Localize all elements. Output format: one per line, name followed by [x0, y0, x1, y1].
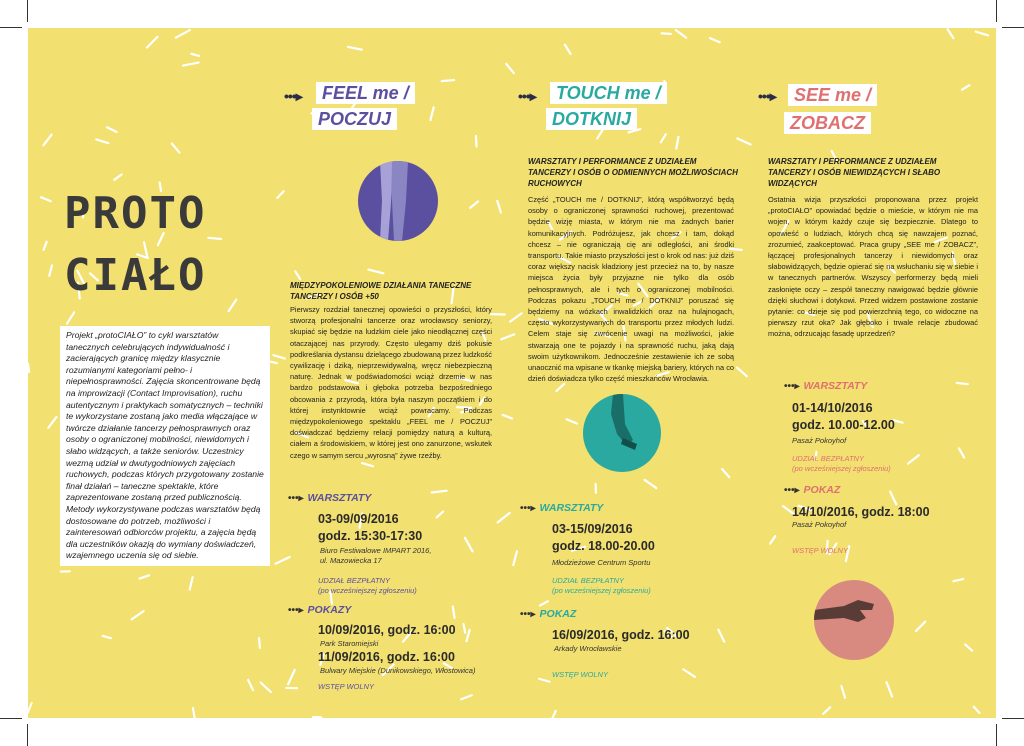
feel-heading-2: POCZUJ	[312, 108, 397, 130]
touch-body: Część „TOUCH me / DOTKNIJ”, którą współtworzyć będą osoby o ograniczonej sprawności ruchowej, prezentować będzie wizję miasta, w którym nie ma żadnych barier komunikacyjnych. Podróżujesz, jak chcesz i tam, dokąd chcesz – nie ograniczają cię ani odległości, ani środki transportu. Takie miasto przyszłości jest o krok od nas: już dziś coraz większy nacisk kładziony jest przecież na to, by nasze miejsca życia były przyjazne nie tylko dla osób pełnosprawnych, ale i tych o ograniczonej mobilności. Podczas pokazu „TOUCH me / DOTKNIJ” poruszać się będziemy na wózkach inwalidzkich oraz na hulajnogach, często wykorzystywanych do transportu przez młodych ludzi. Celem staje się zwrócenie uwagi na możliwości, jakie stwarzają one te pojazdy i na sprawność ruchu, jaką dają swoim użytkownikom. Jednocześnie zestawienie ich ze sobą unaocznić ma wpisane w tkankę miejską bariery, których na co dzień doświadcza tylko część mieszkańców Wrocławia.	[528, 195, 734, 384]
touch-subtitle: WARSZTATY I PERFORMANCE Z UDZIAŁEM TANCERZY I OSÓB O ODMIENNYCH MOŻLIWOŚCIACH RUCHOWYCH	[528, 157, 738, 188]
confetti-dash	[565, 45, 571, 54]
touch-workshops-label: •••▸ WARSZTATY	[520, 502, 604, 514]
see-arrow-icon: •••▸	[758, 88, 776, 104]
see-show-date: 14/10/2016, godz. 18:00	[792, 505, 930, 519]
feel-workshops-date: 03-09/09/2016	[318, 512, 399, 526]
arrow-icon: •••▸	[288, 493, 304, 504]
crop-mark	[996, 724, 997, 746]
confetti-dash	[503, 415, 512, 419]
touch-show-label: •••▸ POKAZ	[520, 608, 577, 620]
confetti-dash	[676, 137, 678, 149]
title-proto: PROTO	[64, 188, 207, 239]
crop-mark	[1002, 718, 1024, 719]
confetti-dash	[193, 708, 195, 718]
arrow-icon: •••▸	[784, 381, 800, 392]
confetti-dash	[261, 683, 271, 692]
feel-free-entry: UDZIAŁ BEZPŁATNY	[318, 576, 390, 585]
feel-shows-label: •••▸ POKAZY	[288, 604, 352, 616]
confetti-dash	[513, 551, 517, 565]
arrow-icon: •••▸	[520, 503, 536, 514]
confetti-dash	[916, 622, 925, 631]
confetti-dash	[430, 107, 433, 120]
arrow-icon: •••▸	[784, 485, 800, 496]
confetti-dash	[259, 638, 260, 648]
confetti-dash	[229, 300, 237, 312]
confetti-dash	[295, 271, 300, 279]
crop-mark	[996, 0, 997, 22]
confetti-dash	[976, 32, 989, 36]
confetti-dash	[841, 686, 845, 697]
touch-heading-1: TOUCH me /	[550, 82, 667, 104]
arrow-icon: •••▸	[288, 605, 304, 616]
see-workshops-date: 01-14/10/2016	[792, 401, 873, 415]
confetti-dash	[470, 201, 478, 207]
crop-mark	[27, 724, 28, 746]
feel-workshops-place-2: ul. Mazowiecka 17	[320, 556, 382, 565]
confetti-dash	[661, 134, 666, 142]
confetti-dash	[770, 536, 775, 543]
feel-free-note: (po wcześniejszej zgłoszeniu)	[318, 586, 417, 595]
see-show-place: Pasaż Pokoyhof	[792, 520, 847, 529]
confetti-dash	[465, 538, 473, 551]
confetti-dash	[962, 85, 969, 89]
confetti-dash	[498, 513, 510, 522]
feel-heading-1: FEEL me /	[316, 82, 415, 104]
touch-entry: WSTĘP WOLNY	[552, 670, 608, 679]
see-entry: WSTĘP WOLNY	[792, 546, 848, 555]
confetti-dash	[275, 557, 289, 564]
confetti-dash	[506, 64, 514, 73]
crop-mark	[0, 718, 22, 719]
confetti-dash	[432, 491, 447, 493]
confetti-dash	[823, 707, 830, 714]
confetti-dash	[540, 601, 548, 605]
confetti-dash	[550, 711, 556, 718]
confetti-dash	[103, 636, 111, 638]
confetti-dash	[183, 63, 198, 66]
confetti-dash	[172, 144, 180, 153]
touch-workshops-date: 03-15/09/2016	[552, 522, 633, 536]
confetti-dash	[114, 174, 121, 179]
confetti-dash	[348, 47, 362, 50]
confetti-dash	[890, 492, 896, 505]
confetti-dash	[362, 463, 373, 466]
confetti-dash	[44, 242, 47, 250]
crop-mark	[1002, 27, 1024, 28]
confetti-dash	[645, 480, 657, 488]
see-free-note: (po wcześniejszej zgłoszeniu)	[792, 464, 891, 473]
confetti-dash	[191, 54, 199, 56]
confetti-dash	[965, 644, 972, 650]
confetti-dash	[49, 265, 52, 275]
crop-mark	[0, 27, 22, 28]
touch-show-date: 16/09/2016, godz. 16:00	[552, 628, 690, 642]
feel-arrow-icon: •••▸	[284, 88, 302, 104]
feel-show1-date: 10/09/2016, godz. 16:00	[318, 623, 456, 637]
confetti-dash	[661, 33, 670, 34]
feel-workshops-time: godz. 15:30-17:30	[318, 529, 423, 543]
see-body: Ostatnia wizja przyszłości proponowana przez projekt „protoCIAŁO” opowiadać będzie o mieście, w którym nie ma wojen, w którym każdy czuje się bezpiecznie. Dlatego to opowieść o ludziach, których chcą się nawzajem poznać, zrozumieć, zaakceptować. Praca grupy „SEE me / ZOBACZ”, łączącej profesjonalnych tancerzy i niewidomych oraz słabowidzących, będzie opierać się na wsłuchaniu się w siebie i w tanecznych partnerów. Wszyscy performerzy będą mieli zasłonięte oczy – zespół taneczny nawigować będzie głównie dzięki słuchowi i dotykowi. Przed widzem postawione zostanie pytanie: co dzieje się pod powierzchnią tego, co widoczne na pierwszy rzut oka? Jak głęboko i trwale relacje zbudować można, odrzucając fasadę uprzedzeń?	[768, 195, 978, 339]
touch-workshops-place: Młodzieżowe Centrum Sportu	[552, 558, 651, 567]
confetti-dash	[464, 624, 466, 633]
see-workshops-place: Pasaż Pokoyhof	[792, 436, 847, 445]
feel-show1-place: Park Staromiejski	[320, 639, 379, 648]
intro-text: Projekt „protoCIAŁO” to cykl warsztatów tanecznych celebrujących indywidualność i zacierających granicę między klasycznie rozumianymi kategoriami pełno- i niepełnosprawności. Zajęcia skoncentrowane będą na improwizacji (Contact Improvisation), ruchu autentycznym i praktykach somatycznych – techniki te wykorzystane zostaną jako media włączające w twórcze działanie tancerzy pełnosprawnych oraz osoby o ograniczonej mobilności, niewidomych i słabo widzących, a także seniorów. Uczestnicy wezmą udział w dwutygodniowych zajęciach ruchowych, podczas których przygotowany zostanie finał działań – taneczne spektakle, które zaprezentowane zostaną przed publicznością. Metody wykorzystywane podczas warsztatów będą dostosowane do potrzeb, możliwości i zainteresowań odbiorców projektu, a zajęcia będą dla uczestników okazją do wymiany doświadczeń, wzajemnego uczenia się od siebie.	[60, 326, 270, 566]
confetti-dash	[41, 197, 51, 201]
see-subtitle: WARSZTATY I PERFORMANCE Z UDZIAŁEM TANCERZY I OSÓB NIEWIDZĄCYCH I SŁABO WIDZĄCYCH	[768, 157, 941, 188]
feel-subtitle: MIĘDZYPOKOLENIOWE DZIAŁANIA TANECZNE TANCERZY I OSÓB +50	[290, 281, 472, 301]
confetti-dash	[737, 139, 750, 145]
confetti-dash	[539, 679, 549, 682]
confetti-dash	[368, 270, 383, 274]
touch-free-entry: UDZIAŁ BEZPŁATNY	[552, 576, 624, 585]
confetti-dash	[476, 136, 477, 146]
title-cialo: CIAŁO	[64, 250, 207, 301]
confetti-dash	[908, 455, 919, 463]
arrow-icon: •••▸	[520, 609, 536, 620]
confetti-dash	[886, 682, 892, 697]
see-photo-hand	[814, 580, 894, 660]
touch-free-note: (po wcześniejszej zgłoszeniu)	[552, 586, 651, 595]
feel-entry: WSTĘP WOLNY	[318, 682, 374, 691]
confetti-dash	[510, 313, 521, 321]
confetti-dash	[437, 512, 443, 518]
confetti-dash	[722, 469, 729, 477]
brochure-sheet	[28, 28, 996, 718]
feel-show2-date: 11/09/2016, godz. 16:00	[318, 650, 455, 664]
confetti-dash	[147, 37, 157, 48]
see-show-label: •••▸ POKAZ	[784, 484, 841, 496]
crop-mark	[27, 0, 28, 22]
see-heading-1: SEE me /	[788, 84, 877, 106]
confetti-dash	[556, 384, 564, 391]
confetti-dash	[737, 368, 747, 377]
see-workshops-time: godz. 10.00-12.00	[792, 418, 895, 432]
touch-arrow-icon: •••▸	[518, 88, 536, 104]
confetti-dash	[461, 695, 472, 699]
see-heading-2: ZOBACZ	[784, 112, 871, 134]
feel-workshops-place-1: Biuro Festiwalowe IMPART 2016,	[320, 546, 432, 555]
touch-photo-foot	[583, 394, 661, 472]
confetti-dash	[190, 577, 193, 589]
feel-body: Pierwszy rozdział tanecznej opowieści o przyszłości, który stworzą profesjonalni tancerze oraz wrocławscy seniorzy, skupiać się będzie na ludzkim ciele jako nieodłącznej części otaczającej nas przyrody. Często ulegamy dziś pokusie podkreślania dystansu dzielącego zbudowaną przez ludzkość cywilizację i dziką, nieprzewidywalną, wręcz niebezpieczną naturę. Jednak w podświadomości wciąż drzemie w nas bardzo podstawowa i głęboka potrzeba bezpośredniego obcowania z przyrodą, która była naszym początkiem i do której instynktownie wciąż powracamy. Podczas międzypokoleniowego spektaklu „FEEL me / POCZUJ” doświadczać będziemy relacji pomiędzy naturą a kulturą, ciałem a środowiskiem, w której jest ono zanurzone, wskutek czego w samym sercu „wyrosną” żywe rzeźby.	[290, 305, 492, 460]
confetti-dash	[48, 417, 56, 428]
confetti-dash	[176, 30, 190, 38]
confetti-dash	[107, 127, 117, 132]
confetti-dash	[710, 38, 720, 42]
confetti-dash	[277, 191, 283, 198]
confetti-dash	[453, 607, 455, 618]
confetti-dash	[273, 355, 284, 358]
confetti-dash	[288, 670, 295, 684]
confetti-dash	[501, 334, 514, 339]
confetti-dash	[208, 238, 221, 239]
confetti-dash	[140, 575, 150, 578]
confetti-dash	[67, 312, 74, 323]
feel-workshops-label: •••▸ WARSZTATY	[288, 492, 372, 504]
confetti-dash	[959, 448, 964, 457]
confetti-dash	[43, 135, 51, 146]
confetti-dash	[442, 80, 454, 81]
touch-heading-2: DOTKNIJ	[546, 108, 637, 130]
confetti-dash	[28, 364, 29, 372]
feel-show2-place: Bulwary Miejskie (Dunikowskiego, Włostowica)	[320, 666, 476, 675]
confetti-dash	[676, 30, 686, 38]
touch-show-place: Arkady Wrocławskie	[554, 644, 622, 653]
confetti-dash	[948, 29, 954, 38]
see-free-entry: UDZIAŁ BEZPŁATNY	[792, 454, 864, 463]
confetti-dash	[718, 630, 724, 642]
see-workshops-label: •••▸ WARSZTATY	[784, 380, 868, 392]
confetti-dash	[132, 611, 144, 619]
confetti-dash	[466, 630, 469, 641]
confetti-dash	[953, 579, 963, 581]
confetti-dash	[96, 139, 108, 143]
touch-workshops-time: godz. 18.00-20.00	[552, 539, 655, 553]
confetti-dash	[957, 383, 968, 384]
feel-photo-legs	[358, 161, 438, 241]
confetti-dash	[974, 707, 980, 713]
confetti-dash	[28, 703, 32, 712]
confetti-dash	[248, 680, 253, 690]
confetti-dash	[567, 419, 577, 423]
confetti-dash	[497, 201, 501, 213]
confetti-dash	[683, 669, 695, 677]
